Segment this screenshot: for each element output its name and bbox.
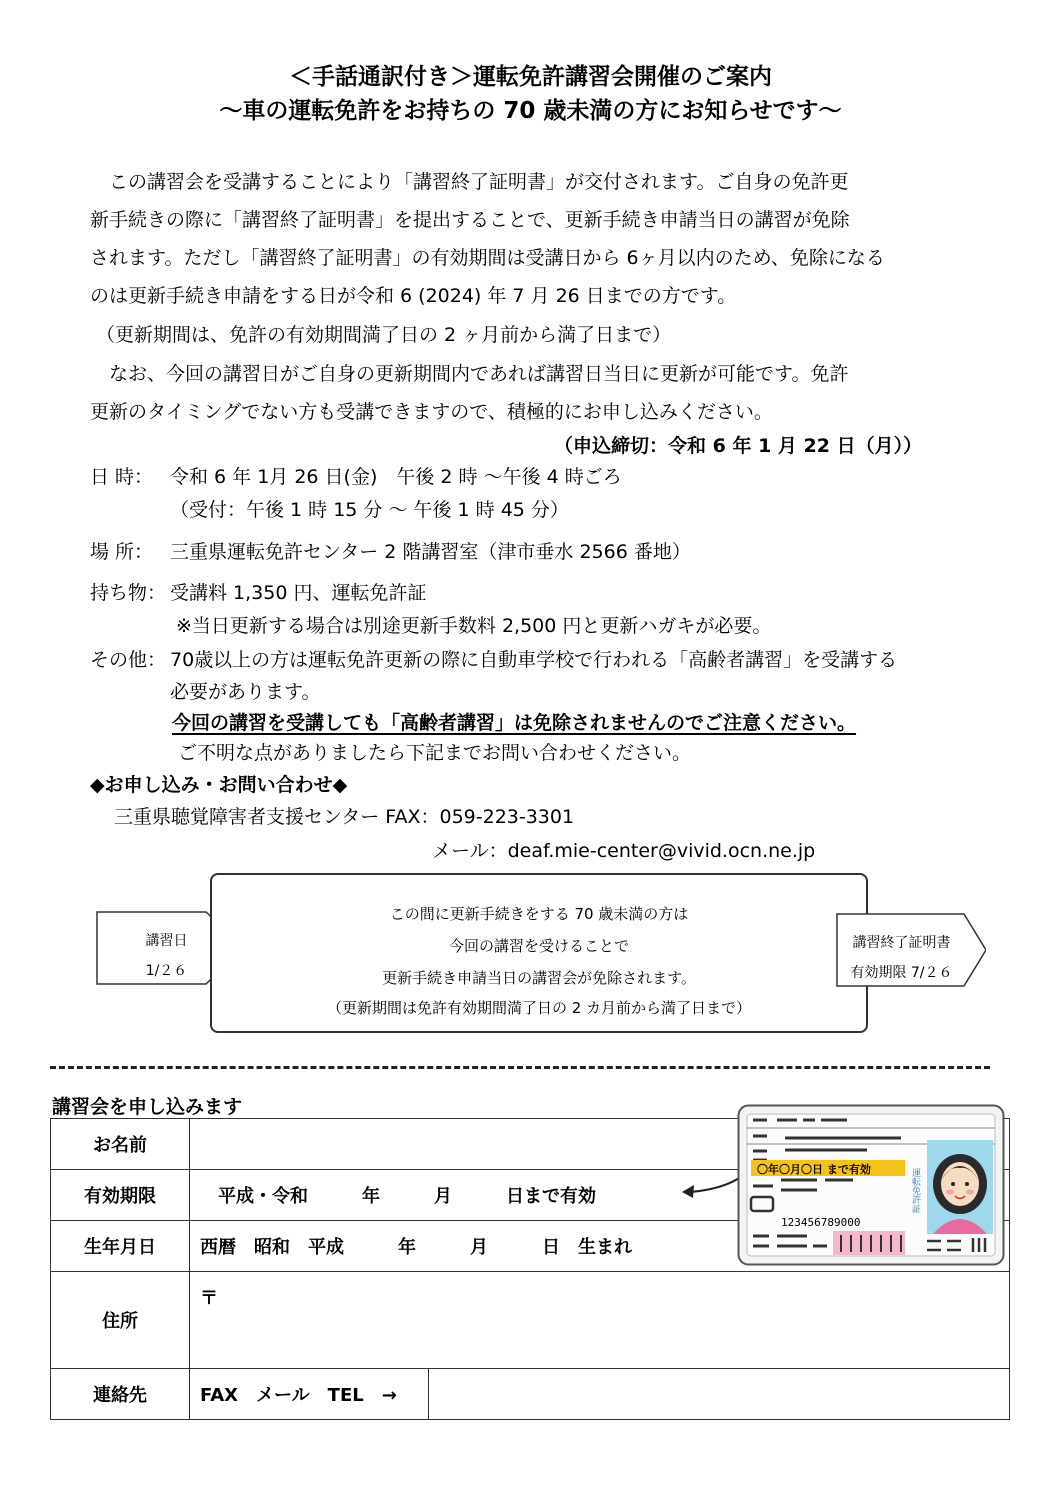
form-row-address: [51, 1272, 1010, 1369]
contact-org-fax: 三重県聴覚障害者支援センター FAX：059-223-3301: [114, 806, 575, 828]
form-label: 住所: [51, 1272, 190, 1369]
license-card-illustration: [737, 1104, 1005, 1266]
renewal-period-note: （更新期間は、免許の有効期間満了日の 2 ヶ月前から満了日まで）: [96, 324, 672, 346]
application-deadline: （申込締切：令和 6 年 1 月 22 日（月））: [554, 435, 923, 457]
flow-center-box: [210, 873, 868, 1033]
intro-line: なお、今回の講習日がご自身の更新期間内であれば講習日当日に更新が可能です。免許: [90, 363, 849, 385]
other-value: 必要があります。: [170, 681, 321, 703]
intro-line: されます。ただし「講習終了証明書」の有効期間は受講日から 6ヶ月以内のため、免除になる: [90, 247, 885, 269]
address-field[interactable]: 〒: [190, 1272, 1010, 1369]
datetime-value: 令和 6 年 1月 26 日(金) 午後 2 時 ～午後 4 時ごろ: [170, 466, 622, 488]
form-label: 連絡先: [51, 1369, 190, 1420]
flow-text-line: 今回の講習を受けることで: [448, 937, 629, 955]
intro-line: 更新のタイミングでない方も受講できますので、積極的にお申し込みください。: [90, 401, 773, 423]
expiry-field[interactable]: 平成・令和 年 月 日まで有効: [190, 1170, 1010, 1221]
warning-note: 今回の講習を受講しても「高齢者講習」は免除されませんのでご注意ください。: [172, 712, 857, 734]
items-note: ※当日更新する場合は別途更新手数料 2,500 円と更新ハガキが必要。: [176, 615, 772, 637]
arrow-shape-icon: [836, 912, 986, 1002]
flow-text-line: 更新手続き申請当日の講習会が免除されます。: [382, 969, 696, 987]
intro-line: のは更新手続き申請をする日が令和 6 (2024) 年 7 月 26 日までの方です。: [90, 285, 737, 307]
place-value: 三重県運転免許センター 2 階講習室（津市垂水 2566 番地）: [170, 541, 691, 563]
certificate-expiry: 有効期限 7/２６: [850, 965, 953, 981]
lecture-date-label: 講習日: [145, 933, 188, 949]
contact-type-field: FAX メール TEL →: [190, 1369, 429, 1420]
lecture-date-value: 1/２６: [145, 963, 188, 979]
place-label: 場 所：: [90, 541, 154, 563]
other-label: その他：: [90, 649, 167, 671]
contact-email: メール：deaf.mie-center@vivid.ocn.ne.jp: [432, 840, 816, 862]
certificate-expiry-arrow: [836, 912, 986, 1002]
cut-line: [50, 1066, 990, 1069]
datetime-label: 日 時：: [90, 466, 154, 488]
flow-text-line: （更新期間は免許有効期間満了日の 2 カ月前から満了日まで）: [326, 999, 752, 1017]
form-label: お名前: [51, 1119, 190, 1170]
form-title: 講習会を申し込みます: [52, 1096, 243, 1118]
intro-line: この講習会を受講することにより「講習終了証明書」が交付されます。ご自身の免許更: [90, 171, 849, 193]
items-value: 受講料 1,350 円、運転免許証: [170, 582, 427, 604]
page-title: ＜手話通訳付き＞運転免許講習会開催のご案内: [289, 64, 772, 90]
inquiry-note: ご不明な点がありましたら下記までお問い合わせください。: [178, 742, 692, 764]
contact-heading: ◆お申し込み・お問い合わせ◆: [90, 774, 348, 796]
license-vertical-label: 運転免許証: [910, 1168, 920, 1213]
page-subtitle: ～車の運転免許をお持ちの 70 歳未満の方にお知らせです～: [219, 98, 842, 124]
flow-text-line: この間に更新手続きをする 70 歳未満の方は: [389, 905, 689, 923]
items-label: 持ち物：: [90, 582, 167, 604]
form-row-contact: [51, 1369, 1010, 1420]
driver-license-icon: [737, 1104, 1005, 1266]
reception-time: （受付：午後 1 時 15 分 ～ 午後 1 時 45 分）: [170, 499, 569, 521]
license-expiry-text: 〇年〇月〇日 まで有効: [757, 1163, 871, 1176]
contact-field[interactable]: [429, 1369, 1010, 1420]
form-label: 生年月日: [51, 1221, 190, 1272]
intro-line: 新手続きの際に「講習終了証明書」を提出することで、更新手続き申請当日の講習が免除: [90, 209, 850, 231]
other-value: 70歳以上の方は運転免許更新の際に自動車学校で行われる「高齢者講習」を受講する: [170, 649, 898, 671]
license-number: 123456789000: [781, 1216, 861, 1229]
certificate-label: 講習終了証明書: [852, 935, 951, 951]
form-label: 有効期限: [51, 1170, 190, 1221]
birthdate-field[interactable]: 西暦 昭和 平成 年 月 日 生まれ: [190, 1221, 1010, 1272]
